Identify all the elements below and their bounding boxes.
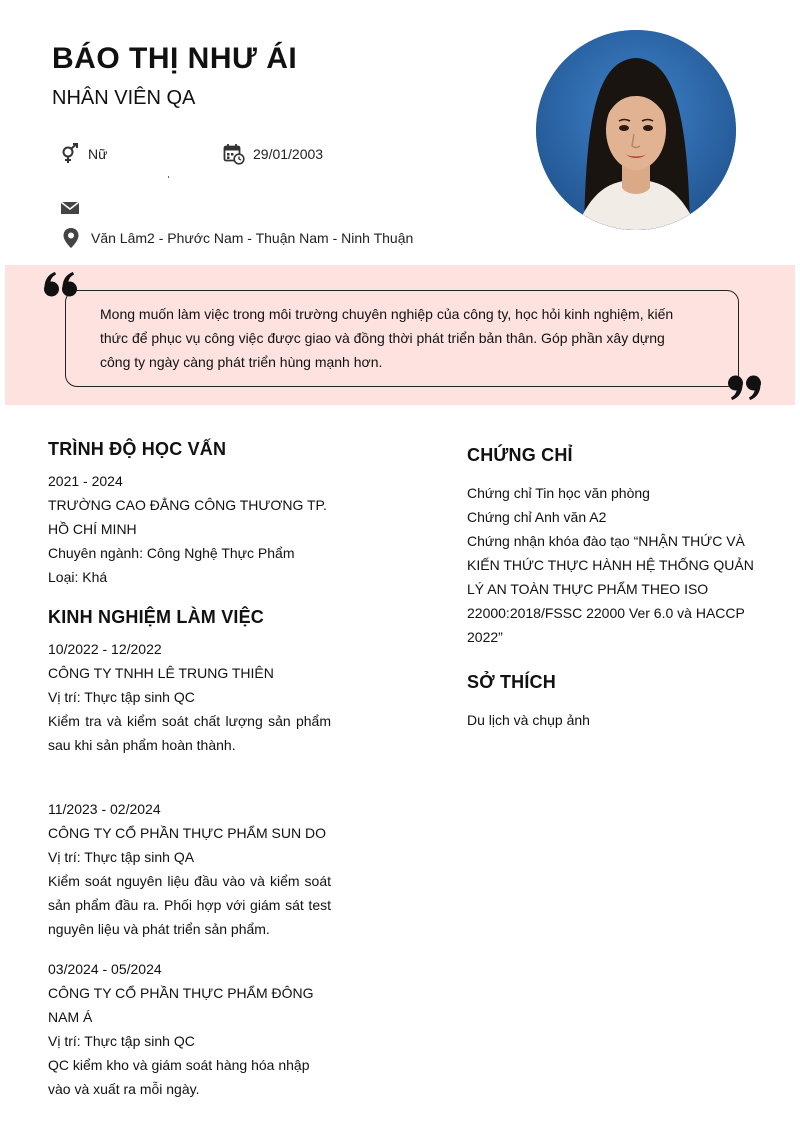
job-description: Kiểm tra và kiểm soát chất lượng sản phẩm sau khi sản phẩm hoàn thành. [48, 713, 331, 753]
job-period: 10/2022 - 12/2022 [48, 641, 162, 657]
address-value: Văn Lâm2 - Phước Nam - Thuận Nam - Ninh Thuận [91, 230, 414, 246]
education-grade: Loại: Khá [48, 569, 108, 585]
education-major: Chuyên ngành: Công Nghệ Thực Phẩm [48, 545, 295, 561]
experience-item [48, 797, 331, 941]
separator-dot [168, 176, 169, 178]
gender-icon [60, 143, 80, 165]
calendar-icon [223, 143, 245, 165]
gender-info [60, 143, 107, 165]
experience-heading: KINH NGHIỆM LÀM VIỆC [48, 607, 265, 627]
birthdate-value: 29/01/2003 [253, 146, 324, 162]
job-position: Vị trí: Thực tập sinh QA [48, 849, 195, 865]
education-period: 2021 - 2024 [48, 473, 123, 489]
education-heading: TRÌNH ĐỘ HỌC VẤN [48, 439, 227, 459]
job-company: CÔNG TY CỔ PHẦN THỰC PHẨM SUN DO [48, 825, 326, 841]
email-info [60, 200, 88, 216]
experience-item [48, 637, 331, 757]
job-company: CÔNG TY CỔ PHẦN THỰC PHẨM ĐÔNG NAM Á [48, 985, 314, 1025]
job-description: Kiểm soát nguyên liệu đầu vào và kiểm soát sản phẩm đầu ra. Phối hợp với giám sát test nguyên liệu và phát triển sản phẩm. [48, 873, 331, 937]
birthdate-info [223, 143, 323, 165]
certificate-item: Chứng chỉ Anh văn A2 [467, 509, 607, 525]
job-company: CÔNG TY TNHH LÊ TRUNG THIÊN [48, 665, 274, 681]
mail-icon [60, 200, 80, 216]
job-period: 03/2024 - 05/2024 [48, 961, 162, 977]
job-period: 11/2023 - 02/2024 [48, 801, 161, 817]
gender-value: Nữ [88, 146, 108, 162]
certificate-item: Chứng chỉ Tin học văn phòng [467, 485, 650, 501]
experience-section [48, 605, 331, 1101]
quote-close-icon [726, 373, 762, 401]
hobbies-heading: SỞ THÍCH [467, 672, 556, 692]
job-position: Vị trí: Thực tập sinh QC [48, 1033, 195, 1049]
education-section [48, 437, 331, 589]
avatar [536, 30, 736, 230]
hobbies-text: Du lịch và chụp ảnh [467, 712, 590, 728]
job-description: QC kiểm kho và giám soát hàng hóa nhập vào và xuất ra mỗi ngày. [48, 1057, 310, 1097]
experience-item [48, 957, 331, 1101]
hobbies-section [467, 670, 757, 732]
education-school: TRƯỜNG CAO ĐẲNG CÔNG THƯƠNG TP. HỒ CHÍ MINH [48, 497, 327, 537]
certificate-item: Chứng nhận khóa đào tạo “NHẬN THỨC VÀ KIẾN THỨC THỰC HÀNH HỆ THỐNG QUẢN LÝ AN TOÀN THỰC PHẨM THEO ISO 22000:2018/FSSC 22000 Ver 6.0 và HACCP 2022” [467, 533, 754, 645]
address-info [62, 227, 413, 249]
location-pin-icon [62, 227, 80, 249]
certificates-heading: CHỨNG CHỈ [467, 445, 573, 465]
job-position: Vị trí: Thực tập sinh QC [48, 689, 195, 705]
quote-open-icon [43, 271, 79, 299]
objective-text: Mong muốn làm việc trong môi trường chuyên nghiệp của công ty, học hỏi kinh nghiệm, kiến thức để phục vụ công việc được giao và đồng thời phát triển bản thân. Góp phần xây dựng công ty ngày càng phát triển hùng mạnh hơn. [100, 306, 674, 370]
job-title: NHÂN VIÊN QA [52, 87, 196, 109]
certificates-section [467, 443, 757, 649]
candidate-name: BÁO THỊ NHƯ ÁI [52, 42, 298, 75]
